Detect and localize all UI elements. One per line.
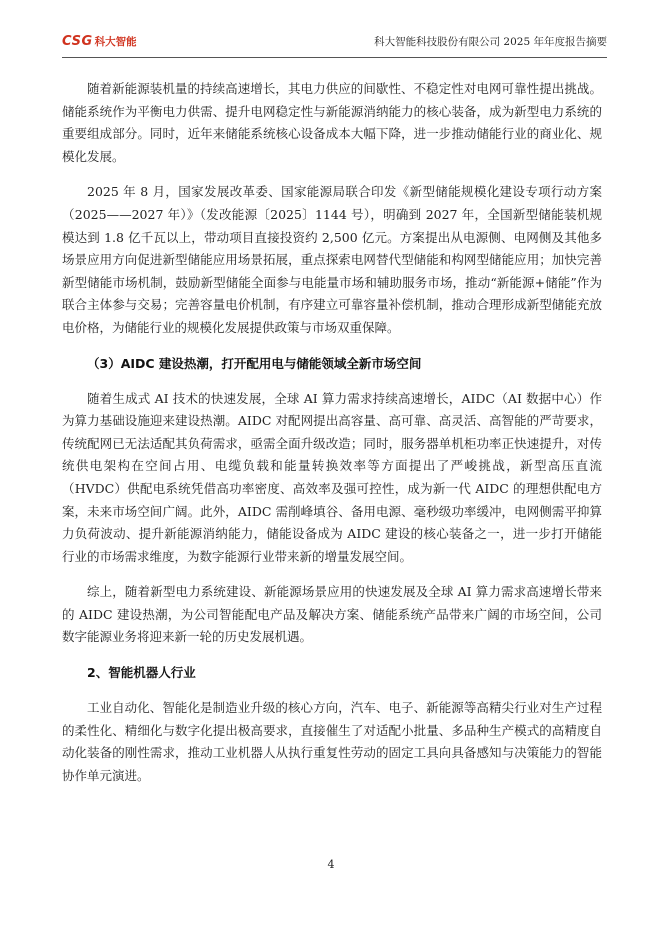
section-heading-aidc: （3）AIDC 建设热潮，打开配用电与储能领域全新市场空间 [87,355,422,371]
paragraph-energy-storage-growth: 随着新能源装机量的持续高速增长，其电力供应的间歇性、不稳定性对电网可靠性提出挑战。储能系统作为平衡电力供需、提升电网稳定性与新能源消纳能力的核心装备，成为新型电力系统的重要组成部分。同时，近年来储能系统核心设备成本大幅下降，进一步推动储能行业的商业化、规模化发展。 [62,81,602,164]
report-title: 科大智能科技股份有限公司 2025 年年度报告摘要 [374,36,607,48]
company-logo [62,32,137,50]
page-number: 4 [327,858,335,871]
page-header [62,30,607,52]
logo-company-name: 科大智能 [94,35,137,48]
paragraph-aidc-demand: 随着生成式 AI 技术的快速发展，全球 AI 算力需求持续高速增长，AIDC（AI 数据中心）作为算力基础设施迎来建设热潮。AIDC 对配网提出高容量、高可靠、高灵活、高智能的严苛要求，传统配网已无法适配其负荷需求，亟需全面升级改造；同时，服务器单机柜功率正快速提升，对传统供电架构在空间占用、电缆负载和能量转换效率等方面提出了严峻挑战，新型高压直流（HVDC）供配电系统凭借高功率密度、高效率及强可控性，成为新一代 AIDC 的理想供配电方案，未来市场空间广阔。此外，AIDC 需削峰填谷、备用电源、毫秒级功率缓冲，电网侧需平抑算力负荷波动、提升新能源消纳能力，储能设备成为 AIDC 建设的核心装备之一，进一步打开储能行业的市场需求维度，为数字能源行业带来新的增量发展空间。 [62,390,602,564]
paragraph-industrial-automation: 工业自动化、智能化是制造业升级的核心方向，汽车、电子、新能源等高精尖行业对生产过程的柔性化、精细化与数字化提出极高要求，直接催生了对适配小批量、多品种生产模式的高精度自动化装备的刚性需求，推动工业机器人从执行重复性劳动的固定工具向具备感知与决策能力的智能协作单元演进。 [62,700,602,783]
document-body [62,78,602,787]
paragraph-policy-action-plan: 2025 年 8 月，国家发展改革委、国家能源局联合印发《新型储能规模化建设专项行动方案（2025——2027 年）》（发改能源〔2025〕1144 号），明确到 2027 年，全国新型储能装机规模达到 1.8 亿千瓦以上，带动项目直接投资约 2,500 亿元。方案提出从电源侧、电网侧及其他多场景应用方向促进新型储能应用场景拓展，重点探索电网替代型储能和构网型储能应用；加快完善新型储能市场机制，鼓励新型储能全面参与电能量市场和辅助服务市场，推动“新能源+储能”作为联合主体参与交易；完善容量电价机制，有序建立可靠容量补偿机制，推动合理形成新型储能充放电价格，为储能行业的规模化发展提供政策与市场双重保障。 [62,184,602,335]
header-divider [62,57,607,58]
logo-mark: CSG [62,33,93,49]
paragraph-summary: 综上，随着新型电力系统建设、新能源场景应用的快速发展及全球 AI 算力需求高速增长带来的 AIDC 建设热潮，为公司智能配电产品及解决方案、储能系统产品带来广阔的市场空间，公司数字能源业务将迎来新一轮的历史发展机遇。 [62,584,602,645]
section-heading-robotics: 2、智能机器人行业 [87,665,196,681]
